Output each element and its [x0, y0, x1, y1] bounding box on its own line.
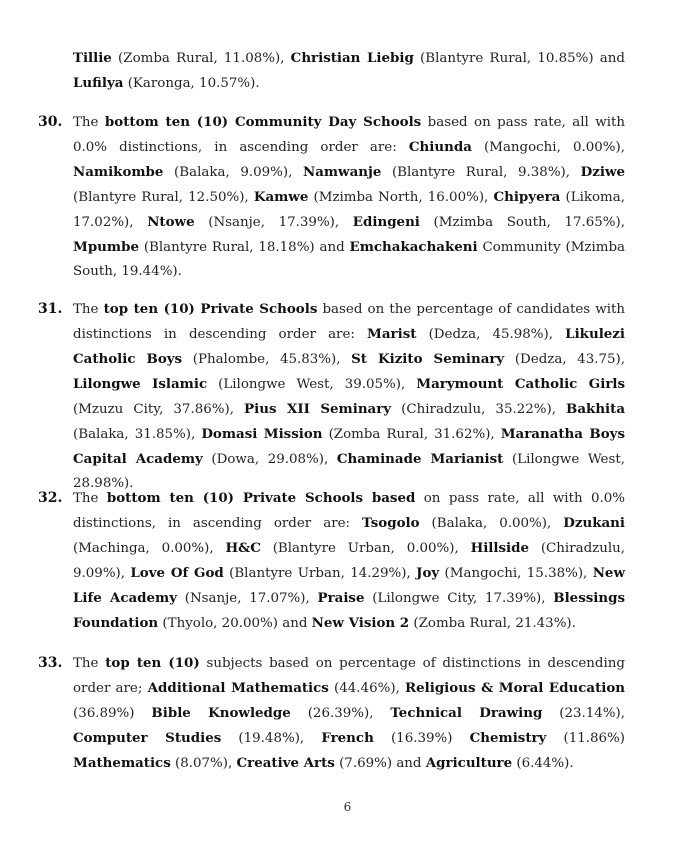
- school-detail: (Zomba Rural, 31.62%),: [322, 427, 501, 442]
- school-name: Kamwe: [253, 189, 309, 205]
- school-detail: Community (Mzimba South, 19.44%).: [73, 240, 625, 279]
- emphasis-text: top ten (10): [105, 655, 200, 671]
- school-detail: (Machinga, 0.00%),: [73, 541, 226, 556]
- school-detail: (Lilongwe West, 28.98%).: [73, 452, 625, 491]
- text-run: based on the percentage of candidates with distinctions in descending order are:: [73, 302, 625, 342]
- subject-detail: (7.69%) and: [334, 756, 426, 771]
- school-name: Chipyera: [493, 189, 561, 205]
- subject-name: Agriculture: [425, 755, 513, 771]
- school-detail: (Balaka, 9.09%),: [163, 165, 303, 180]
- school-detail: (Lilongwe West, 39.05%),: [207, 377, 417, 392]
- school-name: Mpumbe: [73, 239, 139, 255]
- subject-detail: (26.39%),: [290, 706, 391, 721]
- item-number: 33.: [38, 655, 63, 671]
- subject-name: Creative Arts: [236, 755, 335, 771]
- school-detail: (Balaka, 31.85%),: [73, 427, 202, 442]
- school-detail: (Blantyre Rural, 18.18%) and: [138, 240, 350, 255]
- school-name: Emchakachakeni: [349, 239, 478, 255]
- subject-detail: (36.89%): [73, 706, 152, 721]
- school-name: Maranatha Boys Capital Academy: [73, 426, 625, 467]
- school-name: H&C: [225, 540, 261, 556]
- school-detail: (Dedza, 45.98%),: [416, 327, 566, 342]
- subject-detail: (8.07%),: [170, 756, 237, 771]
- school-name: Ntowe: [147, 214, 195, 230]
- school-name: Dzukani: [563, 515, 625, 531]
- school-detail: (Dowa, 29.08%),: [202, 452, 337, 467]
- text-run: subjects based on percentage of distinctions in descending order are;: [73, 656, 625, 696]
- text-run: The: [73, 302, 104, 317]
- subject-name: Additional Mathematics: [147, 680, 329, 696]
- school-detail: (Mzimba North, 16.00%),: [308, 190, 494, 205]
- school-detail: (Zomba Rural, 11.08%),: [111, 51, 291, 66]
- subject-name: Computer Studies: [73, 730, 222, 746]
- item-31-paragraph: [73, 297, 625, 496]
- item-33-paragraph: [73, 651, 625, 776]
- subject-detail: (23.14%),: [542, 706, 625, 721]
- school-name: St Kizito Seminary: [351, 351, 505, 367]
- continuation-paragraph: [73, 46, 625, 96]
- school-detail: (Phalombe, 45.83%),: [182, 352, 352, 367]
- school-detail: (Likoma, 17.02%),: [73, 190, 625, 230]
- school-detail: (Zomba Rural, 21.43%).: [409, 616, 576, 631]
- school-name: Likulezi Catholic Boys: [73, 326, 625, 367]
- school-name: Marist: [367, 326, 417, 342]
- school-name: Chiunda: [408, 139, 472, 155]
- school-name: Joy: [416, 565, 440, 581]
- text-run: based on pass rate, all with 0.0% distinctions, in ascending order are:: [73, 115, 625, 155]
- school-name: Pius XII Seminary: [244, 401, 392, 417]
- subject-name: Bible Knowledge: [151, 705, 291, 721]
- subject-detail: (16.39%): [373, 731, 470, 746]
- text-run: on pass rate, all with 0.0% distinctions, in ascending order are:: [73, 491, 625, 531]
- item-number: 32.: [38, 490, 63, 506]
- school-name: Lilongwe Islamic: [73, 376, 208, 392]
- school-detail: (Balaka, 0.00%),: [419, 516, 564, 531]
- subject-detail: (44.46%),: [328, 681, 405, 696]
- text-run: The: [73, 491, 107, 506]
- item-30-paragraph: [73, 110, 625, 284]
- text-run: The: [73, 656, 106, 671]
- item-32-paragraph: [73, 486, 625, 636]
- subject-name: Technical Drawing: [390, 705, 543, 721]
- text-run: The: [73, 115, 105, 130]
- school-detail: (Chiradzulu, 9.09%),: [73, 541, 625, 581]
- school-name: Praise: [317, 590, 365, 606]
- school-name: Namwanje: [302, 164, 382, 180]
- school-detail: (Nsanje, 17.07%),: [176, 591, 318, 606]
- school-detail: (Karonga, 10.57%).: [123, 76, 260, 91]
- emphasis-text: bottom ten (10) Private Schools based: [106, 490, 416, 506]
- school-detail: (Blantyre Urban, 0.00%),: [260, 541, 471, 556]
- school-name: Christian Liebig: [290, 50, 414, 66]
- subject-detail: (19.48%),: [221, 731, 322, 746]
- school-detail: (Mzimba South, 17.65%),: [419, 215, 625, 230]
- subject-detail: (11.86%): [546, 731, 625, 746]
- subject-name: French: [321, 730, 374, 746]
- school-name: Love Of God: [130, 565, 224, 581]
- item-number: 30.: [38, 114, 63, 130]
- school-name: New Vision 2: [311, 615, 410, 631]
- school-name: Edingeni: [352, 214, 420, 230]
- emphasis-text: bottom ten (10) Community Day Schools: [104, 114, 422, 130]
- school-name: Hillside: [470, 540, 529, 556]
- school-name: Bakhita: [566, 401, 626, 417]
- school-name: Blessings Foundation: [73, 590, 625, 631]
- school-name: Tsogolo: [362, 515, 420, 531]
- school-detail: (Mangochi, 0.00%),: [471, 140, 626, 155]
- school-name: Chaminade Marianist: [336, 451, 504, 467]
- school-detail: (Blantyre Urban, 14.29%),: [223, 566, 417, 581]
- school-detail: (Nsanje, 17.39%),: [194, 215, 353, 230]
- subject-detail: (6.44%).: [512, 756, 574, 771]
- school-detail: (Thyolo, 20.00%) and: [158, 616, 312, 631]
- school-detail: (Blantyre Rural, 10.85%) and: [413, 51, 625, 66]
- item-number: 31.: [38, 301, 63, 317]
- school-detail: (Lilongwe City, 17.39%),: [364, 591, 554, 606]
- school-detail: (Mangochi, 15.38%),: [439, 566, 593, 581]
- school-name: Domasi Mission: [201, 426, 323, 442]
- school-name: Namikombe: [73, 164, 164, 180]
- subject-name: Religious & Moral Education: [405, 680, 626, 696]
- school-detail: (Dedza, 43.75),: [504, 352, 625, 367]
- school-name: Tillie: [73, 50, 112, 66]
- school-name: Lufilya: [73, 75, 124, 91]
- page-number: 6: [343, 800, 352, 814]
- school-detail: (Mzuzu City, 37.86%),: [73, 402, 245, 417]
- school-name: Marymount Catholic Girls: [416, 376, 625, 392]
- school-name: Dziwe: [580, 164, 625, 180]
- emphasis-text: top ten (10) Private Schools: [103, 301, 318, 317]
- school-detail: (Blantyre Rural, 12.50%),: [73, 190, 254, 205]
- school-detail: (Chiradzulu, 35.22%),: [391, 402, 567, 417]
- school-name: New Life Academy: [73, 565, 625, 606]
- subject-name: Mathematics: [73, 755, 171, 771]
- subject-name: Chemistry: [469, 730, 547, 746]
- school-detail: (Blantyre Rural, 9.38%),: [381, 165, 581, 180]
